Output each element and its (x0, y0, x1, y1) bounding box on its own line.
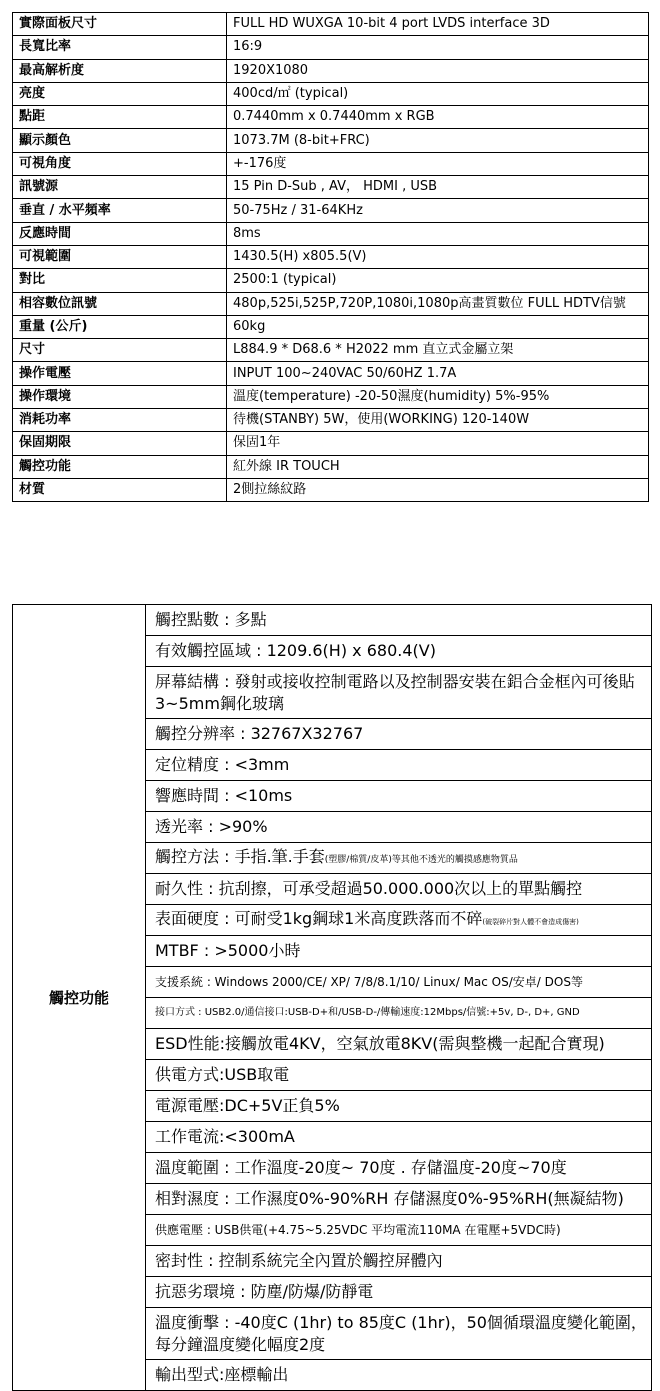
touch-spec-value (146, 605, 652, 636)
touch-spec-value (146, 1091, 652, 1122)
spec-row (13, 82, 649, 105)
touch-spec-note: (塑膠/棉質/皮革)等其他不透光的觸摸感應物質品 (324, 854, 518, 865)
touch-spec-value (146, 874, 652, 905)
touch-spec-text: ESD性能:接觸放電4KV，空氣放電8KV(需與整機一起配合實現) (155, 1034, 605, 1053)
spec-label: 尺寸 (13, 339, 227, 362)
touch-spec-text: 相對濕度 : 工作濕度0%-90%RH 存儲濕度0%-95%RH(無凝結物) (155, 1189, 624, 1208)
spec-value: +-176度 (227, 152, 649, 175)
spec-label: 操作電壓 (13, 362, 227, 385)
spec-row (13, 245, 649, 268)
touch-spec-text: 密封性 : 控制系統完全內置於觸控屏體內 (155, 1251, 443, 1270)
spec-label: 長寬比率 (13, 36, 227, 59)
spec-row (13, 176, 649, 199)
touch-spec-text: 有效觸控區域 : 1209.6(H) x 680.4(V) (155, 641, 436, 660)
touch-spec-value (146, 905, 652, 936)
spec-label: 相容數位訊號 (13, 292, 227, 315)
touch-spec-value (146, 843, 652, 874)
spec-row (13, 362, 649, 385)
touch-spec-text: 抗惡劣環境 : 防塵/防爆/防靜電 (155, 1282, 374, 1301)
touch-spec-value (146, 1246, 652, 1277)
spec-value: 50-75Hz / 31-64KHz (227, 199, 649, 222)
touch-spec-value (146, 812, 652, 843)
touch-spec-text: 溫度衝擊 : -40度C (1hr) to 85度C (1hr)，50個循環溫度變化範圍，每分鐘溫度變化幅度2度 (155, 1312, 647, 1354)
touch-spec-text: MTBF : >5000小時 (155, 941, 301, 960)
spec-row (13, 432, 649, 455)
spec-label: 操作環境 (13, 385, 227, 408)
touch-spec-value (146, 1308, 652, 1360)
touch-spec-text: 觸控分辨率 : 32767X32767 (155, 724, 364, 743)
touch-spec-text: 電源電壓:DC+5V正負5% (155, 1096, 340, 1115)
spec-value: 2側拉絲紋路 (227, 478, 649, 501)
spec-value: 400cd/㎡ (typical) (227, 82, 649, 105)
touch-spec-text: 表面硬度 : 可耐受1kg鋼球1米高度跌落而不碎 (155, 908, 483, 928)
spec-row (13, 152, 649, 175)
touch-spec-text: 支援系統 : Windows 2000/CE/ XP/ 7/8/8.1/10/ Linux/ Mac OS/安卓/ DOS等 (155, 975, 583, 989)
touch-spec-value (146, 1215, 652, 1246)
spec-value: L884.9 * D68.6 * H2022 mm 直立式金屬立架 (227, 339, 649, 362)
spec-label: 實際面板尺寸 (13, 13, 227, 36)
spec-row (13, 315, 649, 338)
spec-row (13, 59, 649, 82)
spec-value: 待機(STANBY) 5W，使用(WORKING) 120-140W (227, 409, 649, 432)
touch-spec-value (146, 1153, 652, 1184)
touch-spec-text: 工作電流:<300mA (155, 1127, 295, 1146)
spec-value: INPUT 100~240VAC 50/60HZ 1.7A (227, 362, 649, 385)
spec-row (13, 269, 649, 292)
touch-spec-text: 觸控方法 : 手指.筆.手套 (155, 846, 325, 866)
spec-row (13, 339, 649, 362)
touch-spec-value (146, 1060, 652, 1091)
spec-value: 紅外線 IR TOUCH (227, 455, 649, 478)
spec-label: 最高解析度 (13, 59, 227, 82)
touch-spec-value (146, 636, 652, 667)
touch-spec-text: 響應時間 : <10ms (155, 786, 293, 805)
spec-row (13, 36, 649, 59)
spec-value: 1430.5(H) x805.5(V) (227, 245, 649, 268)
touch-spec-text: 觸控點數 : 多點 (155, 610, 267, 629)
spec-label: 垂直 / 水平頻率 (13, 199, 227, 222)
touch-spec-value (146, 998, 652, 1029)
spec-label: 訊號源 (13, 176, 227, 199)
spec-row (13, 455, 649, 478)
touch-spec-value (146, 1029, 652, 1060)
spec-label: 對比 (13, 269, 227, 292)
touch-spec-value (146, 1277, 652, 1308)
spec-label: 消耗功率 (13, 409, 227, 432)
spec-row (13, 106, 649, 129)
touch-spec-text: 耐久性 : 抗刮擦，可承受超過50.000.000次以上的單點觸控 (155, 879, 583, 898)
touch-spec-text: 溫度範圍 : 工作溫度-20度~ 70度 . 存儲溫度-20度~70度 (155, 1158, 567, 1177)
spec-value: 2500:1 (typical) (227, 269, 649, 292)
touch-spec-value (146, 1184, 652, 1215)
spec-row (13, 409, 649, 432)
touch-spec-text: 定位精度 : <3mm (155, 755, 290, 774)
touch-spec-text: 接口方式 : USB2.0/通信接口:USB-D+和/USB-D-/傳輸速度:12Mbps/信號:+5v, D-, D+, GND (155, 1007, 580, 1018)
touch-spec-table (12, 604, 652, 1391)
spec-value: 480p,525i,525P,720P,1080i,1080p高畫質數位 FULL HDTV信號 (227, 292, 649, 315)
spec-label: 可視角度 (13, 152, 227, 175)
touch-spec-value (146, 667, 652, 719)
touch-spec-value (146, 750, 652, 781)
spec-value: 60kg (227, 315, 649, 338)
spec-value: 保固1年 (227, 432, 649, 455)
spec-row (13, 385, 649, 408)
spec-label: 觸控功能 (13, 455, 227, 478)
touch-spec-row (13, 605, 652, 636)
spec-value: 16:9 (227, 36, 649, 59)
spec-row (13, 13, 649, 36)
spec-value: FULL HD WUXGA 10-bit 4 port LVDS interface 3D (227, 13, 649, 36)
touch-spec-text: 供應電壓 : USB供電(+4.75~5.25VDC 平均電流110MA 在電壓+5VDC時) (155, 1223, 561, 1237)
touch-section-label: 觸控功能 (13, 605, 146, 1391)
touch-spec-note: (破裂碎片對人體不會造成傷害) (482, 917, 579, 926)
spec-value: 0.7440mm x 0.7440mm x RGB (227, 106, 649, 129)
spec-label: 材質 (13, 478, 227, 501)
spec-row (13, 478, 649, 501)
touch-spec-value (146, 967, 652, 998)
touch-spec-value (146, 1360, 652, 1391)
spec-value: 1073.7M (8-bit+FRC) (227, 129, 649, 152)
spec-row (13, 199, 649, 222)
touch-spec-text: 透光率 : >90% (155, 817, 268, 836)
touch-spec-text: 屏幕結構 : 發射或接收控制電路以及控制器安裝在鋁合金框內可後貼3~5mm鋼化玻璃 (155, 671, 635, 713)
spec-label: 重量 (公斤) (13, 315, 227, 338)
spec-label: 反應時間 (13, 222, 227, 245)
spec-label: 保固期限 (13, 432, 227, 455)
spec-value: 8ms (227, 222, 649, 245)
touch-spec-text: 供電方式:USB取電 (155, 1065, 290, 1084)
spec-label: 亮度 (13, 82, 227, 105)
touch-spec-value (146, 781, 652, 812)
spec-label: 可視範圍 (13, 245, 227, 268)
touch-spec-value (146, 719, 652, 750)
touch-spec-text: 輸出型式:座標輸出 (155, 1365, 289, 1384)
spec-row (13, 222, 649, 245)
touch-spec-value (146, 936, 652, 967)
spec-row (13, 292, 649, 315)
spec-value: 15 Pin D-Sub , AV， HDMI , USB (227, 176, 649, 199)
spec-label: 點距 (13, 106, 227, 129)
spec-row (13, 129, 649, 152)
touch-spec-value (146, 1122, 652, 1153)
spec-value: 1920X1080 (227, 59, 649, 82)
spec-table (12, 12, 649, 502)
spec-label: 顯示顏色 (13, 129, 227, 152)
spec-value: 溫度(temperature) -20-50濕度(humidity) 5%-95% (227, 385, 649, 408)
